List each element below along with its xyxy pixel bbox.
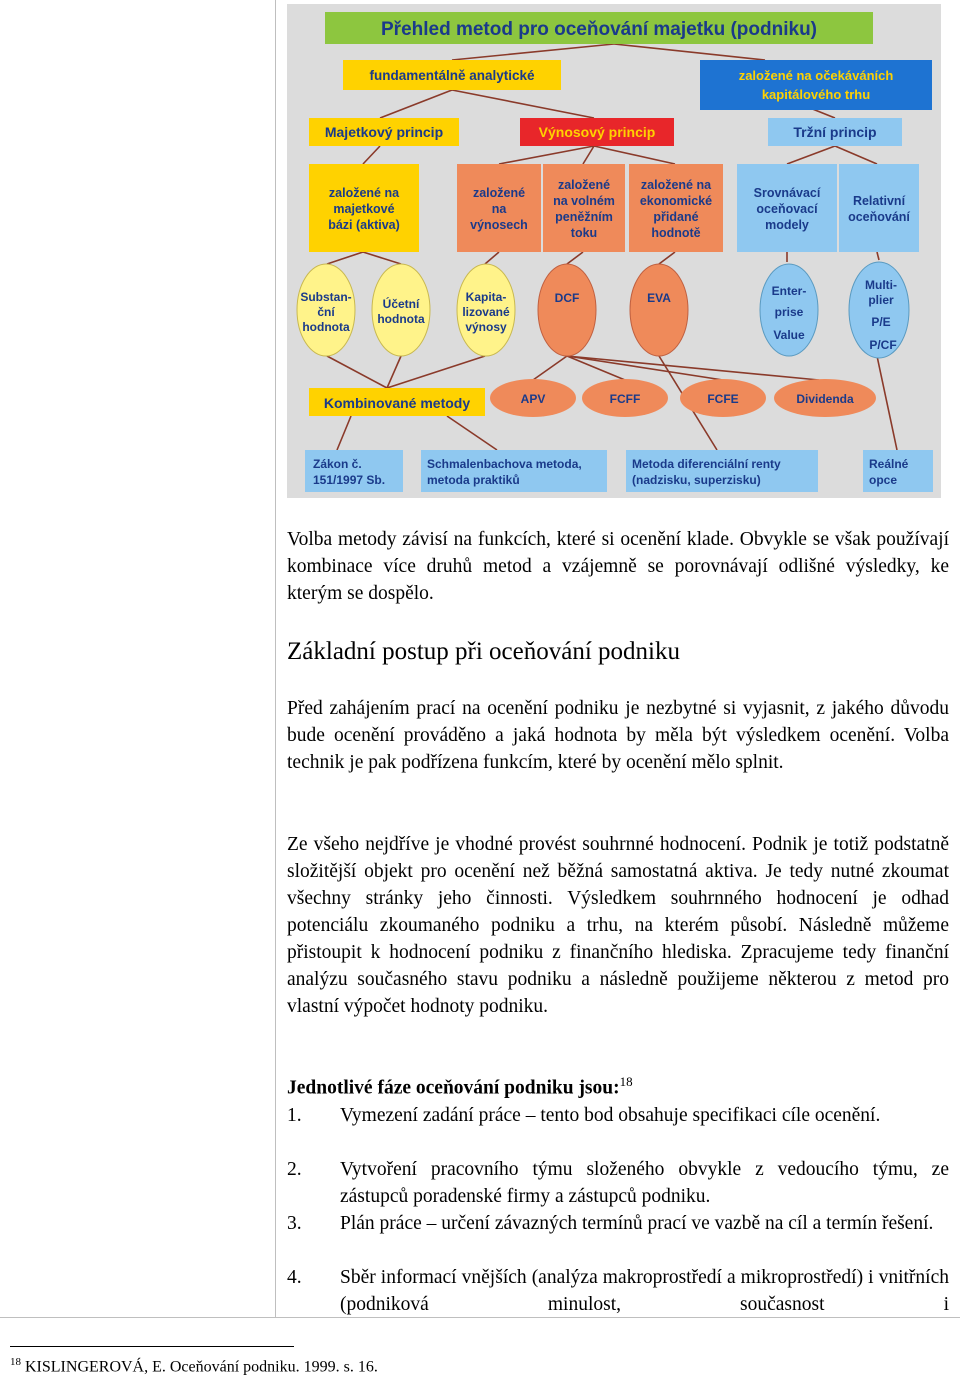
svg-text:ční: ční [317,305,335,319]
svg-text:lizované: lizované [462,305,510,319]
svg-text:(nadzisku, superzisku): (nadzisku, superzisku) [632,473,761,487]
svg-text:na: na [491,202,507,216]
svg-text:majetkové: majetkové [333,202,395,216]
svg-text:hodnota: hodnota [377,312,425,326]
svg-text:P/CF: P/CF [869,338,897,352]
svg-text:metoda praktiků: metoda praktiků [427,473,520,487]
svg-text:bázi (aktiva): bázi (aktiva) [328,218,400,232]
svg-text:DCF: DCF [554,291,580,305]
svg-text:Srovnávací: Srovnávací [753,186,821,200]
table-left-column [0,0,276,1318]
svg-text:Relativní: Relativní [852,194,906,208]
svg-text:plier: plier [868,293,894,307]
fundamental-box: fundamentálně analytické [369,68,535,83]
footnote-ref: 18 [619,1074,633,1089]
svg-text:P/E: P/E [871,315,891,329]
paragraph-preparation: Před zahájením prací na ocenění podniku je nezbytné si vyjasnit, z jakého důvodu bude ocenění prováděno a jaká hodnota by měla být výsledkem ocenění. Volba technik je pak podřízena funkcím, které by ocenění mělo splnit. [287,698,949,773]
trzni-principle-box: Tržní princip [793,124,877,140]
combined-methods-box: Kombinované metody [323,395,471,411]
svg-text:Účetní: Účetní [382,297,420,311]
svg-text:kapitálového trhu: kapitálového trhu [761,87,871,102]
dividenda-oval: Dividenda [796,392,854,406]
svg-text:přidané: přidané [653,210,699,224]
svg-text:151/1997 Sb.: 151/1997 Sb. [313,473,386,487]
svg-text:modely: modely [765,218,809,232]
svg-text:založené na: založené na [640,178,712,192]
fcfe-oval: FCFE [707,392,739,406]
svg-text:založené: založené [557,178,611,192]
phases-heading: Jednotlivé fáze oceňování podniku jsou:$^{18}$ [287,1074,633,1099]
svg-text:výnosy: výnosy [465,320,507,334]
svg-text:Metoda diferenciální renty: Metoda diferenciální renty [632,457,781,471]
svg-text:založené na: založené na [328,186,400,200]
svg-text:EVA: EVA [647,291,671,305]
svg-text:založené na očekáváních: založené na očekáváních [738,68,894,83]
svg-text:hodnota: hodnota [302,320,350,334]
svg-text:Enter-: Enter- [771,284,807,298]
svg-text:opce: opce [869,473,898,487]
vynosovy-principle-box: Výnosový princip [538,124,656,140]
svg-text:výnosech: výnosech [470,218,528,232]
svg-text:založené: založené [472,186,526,200]
svg-text:oceňování: oceňování [848,210,910,224]
section-heading: Základní postup při oceňování podniku [287,638,680,665]
diagram-title: Přehled metod pro oceňování majetku (podniku) [381,19,817,40]
svg-text:Kapita-: Kapita- [465,290,507,304]
svg-text:ekonomické: ekonomické [639,194,713,208]
svg-text:prise: prise [774,305,804,319]
intro-paragraph: Volba metody závisí na funkcích, které si ocenění klade. Obvykle se však používají kombinace více druhů metod a vzájemně se porovnávají odlišné výsledky, ke kterým se dospělo. [287,529,949,604]
apv-oval: APV [520,392,546,406]
svg-text:toku: toku [570,226,598,240]
valuation-methods-diagram [287,4,941,498]
svg-text:Multi-: Multi- [865,278,897,292]
svg-text:Reálné: Reálné [869,457,909,471]
majetkovy-principle-box: Majetkový princip [324,124,444,140]
svg-text:peněžním: peněžním [555,210,613,224]
svg-text:Schmalenbachova metoda,: Schmalenbachova metoda, [427,457,582,471]
fcff-oval: FCFF [609,392,641,406]
footnote-separator [10,1346,294,1347]
svg-text:hodnotě: hodnotě [651,226,701,240]
svg-text:oceňovací: oceňovací [756,202,818,216]
footnote: $^{18}$ KISLINGEROVÁ, E. Oceňování podniku. 1999. s. 16. [10,1356,378,1376]
svg-text:na volném: na volném [553,194,615,208]
paragraph-assessment: Ze všeho nejdříve je vhodné provést souhrnné hodnocení. Podnik je totiž podstatně složitější objekt pro ocenění než běžná samostatná aktiva. Je tedy nutné zkoumat všechny stránky jeho činnosti. Výsledkem souhrnného hodnocení je odhad potenciálu zkoumaného podniku a trhu, na kterém působí. Následně můžeme přistoupit k hodnocení podniku z finančního hlediska. Zpracujeme tedy finanční analýzu současného stavu podniku a následně použijeme některou z metod pro vlastní výpočet hodnoty podniku. [287,834,949,1017]
svg-text:Value: Value [773,328,805,342]
svg-text:Zákon č.: Zákon č. [313,457,362,471]
svg-text:Substan-: Substan- [300,290,352,304]
